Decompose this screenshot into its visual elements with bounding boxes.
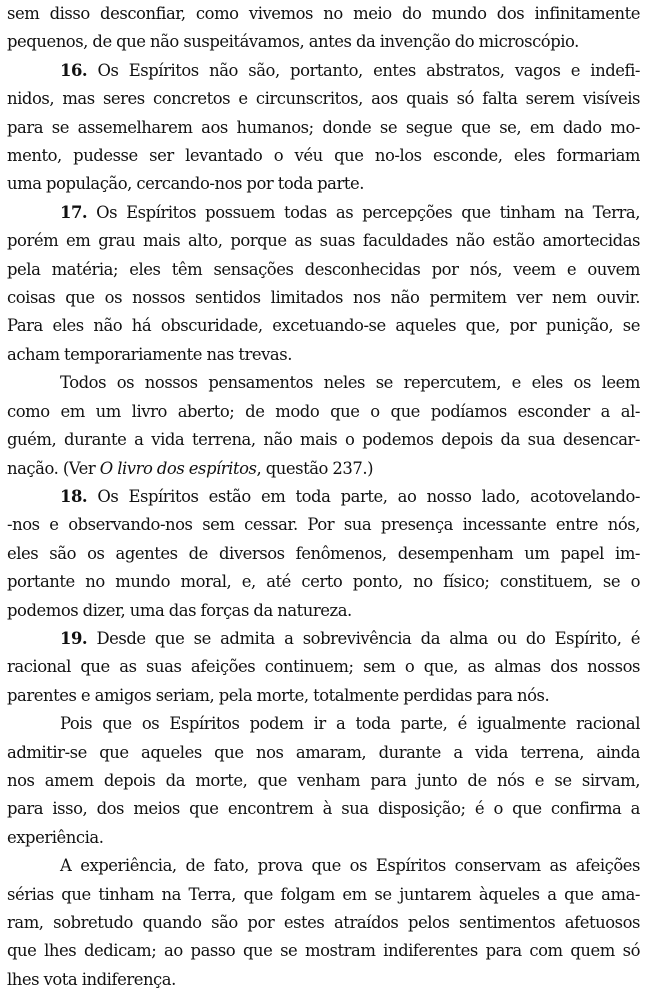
text-line: nidos, mas seres concretos e circunscritos, aos quais só falta serem visíveis — [7, 89, 640, 109]
text-fragment: Os Espíritos não são, portanto, entes abstratos, vagos e indefi- — [87, 60, 640, 80]
text-line: porém em grau mais alto, porque as suas faculdades não estão amortecidas — [7, 231, 640, 251]
text-line: A experiência, de fato, prova que os Espíritos conservam as afeições — [60, 856, 640, 876]
item-number: 17. — [60, 202, 88, 222]
text-line: -nos e observando-nos sem cessar. Por sua presença incessante entre nós, — [7, 515, 640, 535]
text-line: que lhes dedicam; ao passo que se mostram indiferentes para com quem só — [7, 941, 640, 961]
text-line: acham temporariamente nas trevas. — [7, 344, 292, 364]
text-line: lhes vota indiferença. — [7, 969, 176, 989]
text-line: portante no mundo moral, e, até certo ponto, no físico; constituem, se o — [7, 572, 640, 592]
text-line — [7, 483, 640, 511]
text-line: eles são os agentes de diversos fenômenos, desempenham um papel im- — [7, 543, 640, 563]
item-number: 16. — [60, 60, 88, 80]
text-line: parentes e amigos seriam, pela morte, totalmente perdidas para nós. — [7, 685, 550, 705]
text-line: nos amem depois da morte, que venham para junto de nós e se sirvam, — [7, 770, 640, 790]
text-line: pequenos, de que não suspeitávamos, antes da invenção do microscópio. — [7, 32, 579, 52]
text-line: guém, durante a vida terrena, não mais o podemos depois da sua desencar- — [7, 430, 640, 450]
text-line: mento, pudesse ser levantado o véu que no-los esconde, eles formariam — [7, 146, 640, 166]
paragraph-17-continued — [7, 369, 640, 483]
text-line: Para eles não há obscuridade, excetuando-se aqueles que, por punição, se — [7, 316, 640, 336]
item-number: 18. — [60, 486, 88, 506]
text-fragment: Desde que se admita a sobrevivência da alma ou do Espírito, é — [87, 628, 640, 648]
text-line: para isso, dos meios que encontrem à sua disposição; é o que confirma a — [7, 799, 640, 819]
text-line — [7, 625, 640, 653]
text-line — [7, 199, 640, 227]
text-line: racional que as suas afeições continuem; sem o que, as almas dos nossos — [7, 657, 640, 677]
text-fragment: Os Espíritos possuem todas as percepções que tinham na Terra, — [87, 202, 640, 222]
paragraph-16 — [7, 57, 640, 199]
text-line: pela matéria; eles têm sensações desconhecidas por nós, veem e ouvem — [7, 259, 640, 279]
text-line — [7, 57, 640, 85]
text-line: coisas que os nossos sentidos limitados nos não permitem ver nem ouvir. — [7, 288, 640, 308]
text-fragment: nação. (Ver — [7, 458, 100, 478]
text-line: uma população, cercando-nos por toda parte. — [7, 174, 364, 194]
text-line: sem disso desconfiar, como vivemos no meio do mundo dos infinitamente — [7, 4, 640, 23]
text-line: admitir-se que aqueles que nos amaram, durante a vida terrena, ainda — [7, 742, 640, 762]
text-line: como em um livro aberto; de modo que o que podíamos esconder a al- — [7, 401, 640, 421]
text-fragment: Os Espíritos estão em toda parte, ao nosso lado, acotovelando- — [87, 486, 640, 506]
book-title-reference: O livro dos espíritos — [99, 458, 257, 478]
paragraph-19-continued-b — [7, 852, 640, 994]
text-line: ram, sobretudo quando são por estes atraídos pelos sentimentos afetuosos — [7, 913, 640, 932]
paragraph-continuation — [7, 0, 640, 57]
text-line: sérias que tinham na Terra, que folgam em se juntarem àqueles a que ama- — [7, 884, 640, 904]
text-fragment: , questão 237.) — [256, 458, 374, 478]
book-page-text — [7, 0, 640, 994]
text-line: para se assemelharem aos humanos; donde se segue que se, em dado mo- — [7, 117, 640, 137]
text-line: Todos os nossos pensamentos neles se repercutem, e eles os leem — [60, 373, 640, 393]
paragraph-18 — [7, 483, 640, 625]
paragraph-19-continued-a — [7, 710, 640, 852]
paragraph-19 — [7, 625, 640, 710]
text-line — [7, 455, 640, 483]
paragraph-17 — [7, 199, 640, 369]
item-number: 19. — [60, 628, 88, 648]
text-line: Pois que os Espíritos podem ir a toda parte, é igualmente racional — [60, 714, 640, 734]
text-line: podemos dizer, uma das forças da natureza. — [7, 600, 352, 620]
text-line: experiência. — [7, 827, 104, 847]
